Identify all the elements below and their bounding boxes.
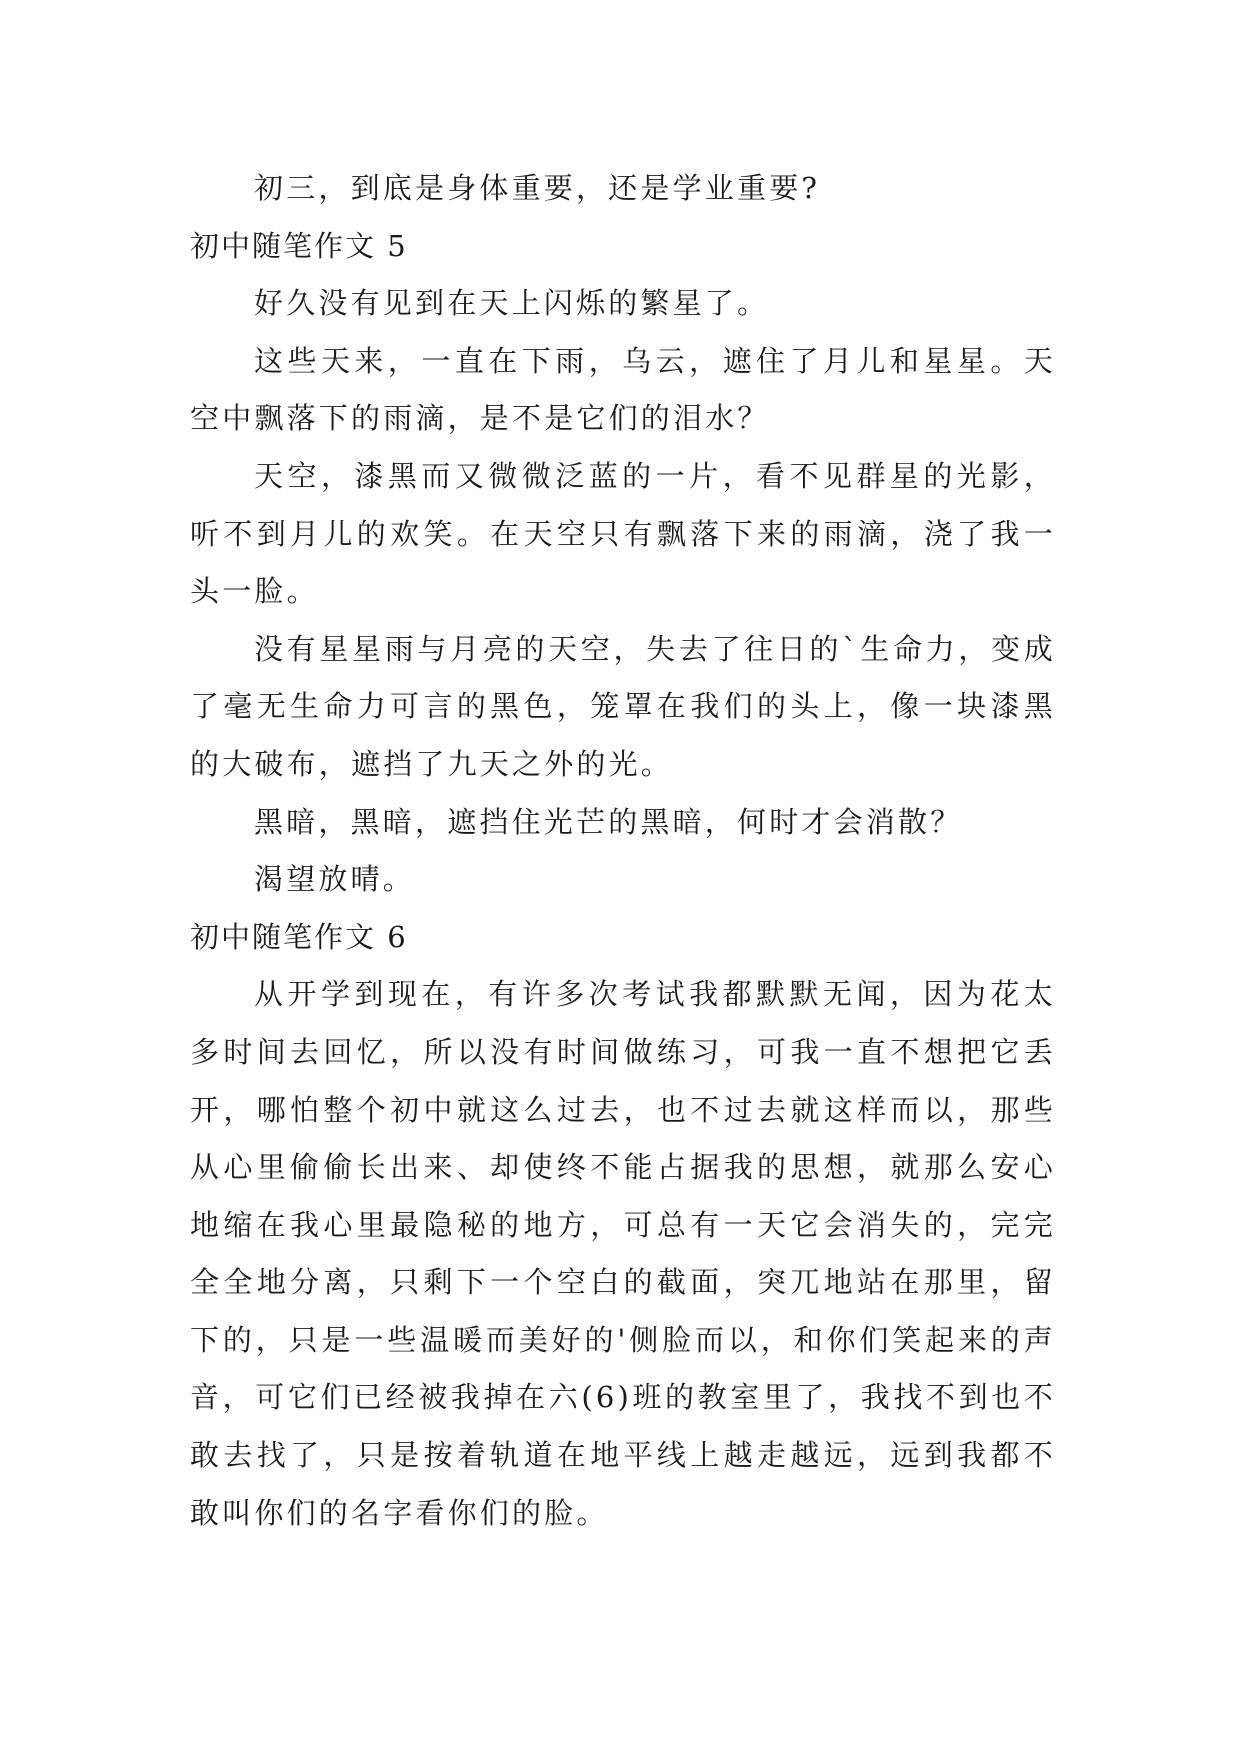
paragraph-6: 黑暗，黑暗，遮挡住光芒的黑暗，何时才会消散？ — [254, 804, 963, 839]
paragraph-8: 从开学到现在，有许多次考试我都默默无闻，因为花太多时间去回忆，所以没有时间做练习，可我一直不想把它丢开，哪怕整个初中就这么过去，也不过去就这样而以，那些从心里偷偷长出来、却使终不能占据我的思想，就那么安心地缩在我心里最隐秘的地方，可总有一天它会消失的，完完全全地分离，只剩下一个空白的截面，突兀地站在那里，留下的，只是一些温暖而美好的'侧脸而以，和你们笑起来的声音，可它们已经被我掉在六(6)班的教室里了，我找不到也不敢去找了，只是按着轨道在地平线上越走越远，远到我都不敢叫你们的名字看你们的脸。 — [190, 977, 1056, 1530]
essay-heading-6: 初中随笔作文 6 — [190, 919, 408, 954]
paragraph-1: 初三，到底是身体重要，还是学业重要? — [254, 171, 821, 205]
paragraph-3: 这些天来，一直在下雨，乌云，遮住了月儿和星星。天空中飘落下的雨滴，是不是它们的泪水？ — [190, 343, 1056, 436]
document-body — [190, 160, 1056, 1542]
paragraph-2: 好久没有见到在天上闪烁的繁星了。 — [254, 286, 770, 321]
paragraph-4: 天空，漆黑而又微微泛蓝的一片，看不见群星的光影，听不到月儿的欢笑。在天空只有飘落下来的雨滴，浇了我一头一脸。 — [190, 458, 1056, 609]
essay-heading-5: 初中随笔作文 5 — [190, 228, 408, 263]
paragraph-7: 渴望放晴。 — [254, 862, 416, 897]
paragraph-5: 没有星星雨与月亮的天空，失去了往日的`生命力，变成了毫无生命力可言的黑色，笼罩在我们的头上，像一块漆黑的大破布，遮挡了九天之外的光。 — [190, 631, 1056, 781]
